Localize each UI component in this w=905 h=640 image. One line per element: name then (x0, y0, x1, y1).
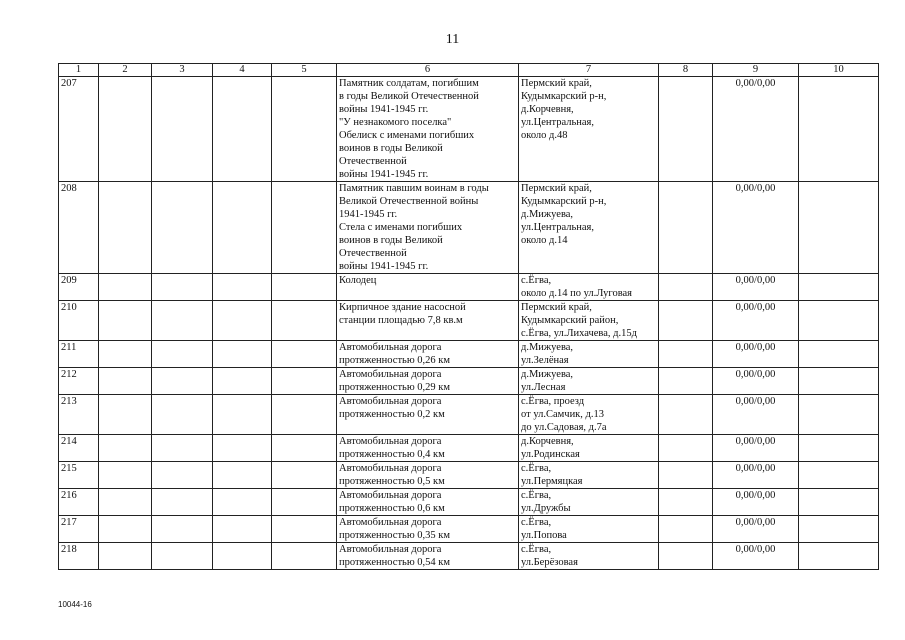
table-row (59, 516, 879, 543)
object-value: 0,00/0,00 (713, 543, 799, 570)
column-header: 6 (337, 64, 519, 77)
cell-col-4 (213, 301, 272, 341)
cell-col-8 (659, 368, 713, 395)
cell-line: протяженностью 0,6 км (339, 503, 445, 514)
page-number: 11 (445, 32, 460, 47)
cell-line: ул.Дружбы (521, 503, 571, 514)
cell-col-4 (213, 368, 272, 395)
cell-line: протяженностью 0,54 км (339, 557, 451, 568)
cell-col-5 (272, 516, 337, 543)
object-address (519, 543, 659, 570)
column-header: 9 (713, 64, 799, 77)
object-address (519, 301, 659, 341)
cell-line: протяженностью 0,5 км (339, 476, 445, 487)
cell-col-4 (213, 462, 272, 489)
cell-line: Автомобильная дорога (339, 490, 442, 501)
column-header: 10 (799, 64, 879, 77)
object-address (519, 489, 659, 516)
cell-line: Обелиск с именами погибших (339, 130, 475, 141)
object-address (519, 462, 659, 489)
cell-line: ул.Центральная, (521, 222, 594, 233)
cell-line: с.Ёгва, (521, 517, 552, 528)
cell-col-4 (213, 182, 272, 274)
cell-col-2 (99, 341, 152, 368)
cell-col-8 (659, 395, 713, 435)
cell-col-4 (213, 516, 272, 543)
column-header: 8 (659, 64, 713, 77)
cell-col-3 (152, 516, 213, 543)
cell-line: ул.Пермяцкая (521, 476, 583, 487)
cell-col-5 (272, 182, 337, 274)
row-number: 214 (59, 435, 99, 462)
cell-col-5 (272, 341, 337, 368)
cell-line: Памятник павшим воинам в годы (339, 183, 489, 194)
cell-col-10 (799, 435, 879, 462)
row-number: 213 (59, 395, 99, 435)
cell-line: Автомобильная дорога (339, 342, 442, 353)
object-address (519, 435, 659, 462)
cell-col-5 (272, 435, 337, 462)
cell-col-10 (799, 395, 879, 435)
table-row (59, 274, 879, 301)
object-name (337, 182, 519, 274)
cell-col-10 (799, 274, 879, 301)
cell-col-8 (659, 489, 713, 516)
cell-col-10 (799, 462, 879, 489)
cell-line: Отечественной (339, 248, 407, 259)
cell-col-5 (272, 77, 337, 182)
registry-table (58, 63, 879, 570)
cell-line: около д.14 (521, 235, 568, 246)
table-row (59, 395, 879, 435)
object-name (337, 368, 519, 395)
cell-col-5 (272, 301, 337, 341)
cell-line: с.Ёгва, ул.Лихачева, д.15д (521, 328, 637, 339)
cell-line: Отечественной (339, 156, 407, 167)
cell-line: в годы Великой Отечественной (339, 91, 479, 102)
object-name (337, 341, 519, 368)
cell-col-3 (152, 462, 213, 489)
cell-line: д.Мижуева, (521, 369, 574, 380)
cell-col-2 (99, 301, 152, 341)
row-number: 208 (59, 182, 99, 274)
cell-line: Кудымкарский район, (521, 315, 619, 326)
table-row (59, 368, 879, 395)
cell-line: ул.Берёзовая (521, 557, 578, 568)
object-address (519, 274, 659, 301)
cell-line: ул.Лесная (521, 382, 566, 393)
cell-line: Кудымкарский р-н, (521, 91, 607, 102)
cell-col-10 (799, 543, 879, 570)
cell-line: ул.Попова (521, 530, 567, 541)
cell-col-10 (799, 301, 879, 341)
cell-col-8 (659, 301, 713, 341)
cell-line: Пермский край, (521, 183, 592, 194)
cell-line: с.Ёгва, проезд (521, 396, 585, 407)
table-row (59, 182, 879, 274)
object-name (337, 77, 519, 182)
cell-col-3 (152, 274, 213, 301)
cell-col-4 (213, 77, 272, 182)
row-number: 215 (59, 462, 99, 489)
cell-line: протяженностью 0,29 км (339, 382, 451, 393)
cell-col-10 (799, 182, 879, 274)
object-value: 0,00/0,00 (713, 341, 799, 368)
column-header: 2 (99, 64, 152, 77)
cell-line: д.Мижуева, (521, 209, 574, 220)
object-value: 0,00/0,00 (713, 301, 799, 341)
cell-col-10 (799, 368, 879, 395)
object-name (337, 395, 519, 435)
cell-col-2 (99, 274, 152, 301)
cell-col-2 (99, 543, 152, 570)
cell-col-4 (213, 341, 272, 368)
object-name (337, 543, 519, 570)
cell-line: протяженностью 0,4 км (339, 449, 445, 460)
cell-col-3 (152, 341, 213, 368)
cell-col-2 (99, 462, 152, 489)
object-address (519, 182, 659, 274)
cell-line: ул.Центральная, (521, 117, 594, 128)
cell-col-8 (659, 543, 713, 570)
cell-line: войны 1941-1945 гг. (339, 169, 429, 180)
cell-line: станции площадью 7,8 кв.м (339, 315, 463, 326)
cell-line: протяженностью 0,2 км (339, 409, 445, 420)
object-value: 0,00/0,00 (713, 462, 799, 489)
cell-col-3 (152, 543, 213, 570)
cell-line: до ул.Садовая, д.7а (521, 422, 607, 433)
cell-col-5 (272, 274, 337, 301)
cell-col-5 (272, 543, 337, 570)
object-value: 0,00/0,00 (713, 368, 799, 395)
cell-line: Великой Отечественной войны (339, 196, 479, 207)
cell-line: Автомобильная дорога (339, 463, 442, 474)
cell-col-3 (152, 77, 213, 182)
cell-col-8 (659, 435, 713, 462)
object-address (519, 77, 659, 182)
cell-col-2 (99, 395, 152, 435)
cell-col-5 (272, 395, 337, 435)
cell-col-2 (99, 516, 152, 543)
cell-col-4 (213, 489, 272, 516)
cell-line: с.Ёгва, (521, 490, 552, 501)
cell-col-8 (659, 77, 713, 182)
row-number: 209 (59, 274, 99, 301)
cell-line: протяженностью 0,26 км (339, 355, 451, 366)
object-address (519, 516, 659, 543)
object-name (337, 274, 519, 301)
object-address (519, 368, 659, 395)
cell-line: ул.Родинская (521, 449, 580, 460)
footer-code: 10044-16 (58, 600, 92, 609)
cell-col-4 (213, 274, 272, 301)
table-row (59, 77, 879, 182)
cell-col-3 (152, 301, 213, 341)
cell-col-10 (799, 341, 879, 368)
cell-line: Автомобильная дорога (339, 369, 442, 380)
cell-col-2 (99, 368, 152, 395)
cell-col-4 (213, 395, 272, 435)
cell-col-2 (99, 77, 152, 182)
cell-col-2 (99, 435, 152, 462)
cell-line: Пермский край, (521, 78, 592, 89)
cell-line: с.Ёгва, (521, 275, 552, 286)
object-value: 0,00/0,00 (713, 395, 799, 435)
object-address (519, 395, 659, 435)
cell-col-5 (272, 368, 337, 395)
object-name (337, 435, 519, 462)
cell-col-4 (213, 435, 272, 462)
object-value: 0,00/0,00 (713, 516, 799, 543)
cell-line: Автомобильная дорога (339, 517, 442, 528)
cell-col-10 (799, 516, 879, 543)
cell-col-8 (659, 341, 713, 368)
object-value: 0,00/0,00 (713, 182, 799, 274)
row-number: 212 (59, 368, 99, 395)
cell-line: воинов в годы Великой (339, 143, 443, 154)
row-number: 211 (59, 341, 99, 368)
cell-col-8 (659, 462, 713, 489)
cell-line: Пермский край, (521, 302, 592, 313)
table-row (59, 489, 879, 516)
cell-line: Автомобильная дорога (339, 544, 442, 555)
object-name (337, 489, 519, 516)
object-value: 0,00/0,00 (713, 274, 799, 301)
object-name (337, 301, 519, 341)
cell-col-8 (659, 182, 713, 274)
table-row (59, 462, 879, 489)
cell-line: д.Корчевня, (521, 104, 574, 115)
row-number: 207 (59, 77, 99, 182)
registry-body (59, 77, 879, 570)
column-header: 5 (272, 64, 337, 77)
table-row (59, 341, 879, 368)
cell-line: д.Корчевня, (521, 436, 574, 447)
table-row (59, 301, 879, 341)
cell-col-2 (99, 182, 152, 274)
cell-col-5 (272, 462, 337, 489)
cell-line: Автомобильная дорога (339, 396, 442, 407)
cell-col-5 (272, 489, 337, 516)
object-value: 0,00/0,00 (713, 77, 799, 182)
object-name (337, 462, 519, 489)
cell-line: Стела с именами погибших (339, 222, 463, 233)
cell-line: от ул.Самчик, д.13 (521, 409, 605, 420)
cell-line: 1941-1945 гг. (339, 209, 398, 220)
cell-line: протяженностью 0,35 км (339, 530, 451, 541)
cell-col-4 (213, 543, 272, 570)
table-row (59, 435, 879, 462)
cell-line: ул.Зелёная (521, 355, 569, 366)
cell-line: Памятник солдатам, погибшим (339, 78, 479, 89)
cell-col-3 (152, 395, 213, 435)
cell-line: Колодец (339, 275, 377, 286)
object-name (337, 516, 519, 543)
object-address (519, 341, 659, 368)
object-value: 0,00/0,00 (713, 435, 799, 462)
column-header: 7 (519, 64, 659, 77)
table-row (59, 543, 879, 570)
cell-line: около д.14 по ул.Луговая (521, 288, 632, 299)
column-header: 3 (152, 64, 213, 77)
cell-col-3 (152, 489, 213, 516)
cell-line: войны 1941-1945 гг. (339, 104, 429, 115)
object-value: 0,00/0,00 (713, 489, 799, 516)
cell-line: войны 1941-1945 гг. (339, 261, 429, 272)
column-header: 1 (59, 64, 99, 77)
cell-line: Кудымкарский р-н, (521, 196, 607, 207)
row-number: 216 (59, 489, 99, 516)
cell-line: с.Ёгва, (521, 544, 552, 555)
cell-line: "У незнакомого поселка" (339, 117, 452, 128)
cell-line: Автомобильная дорога (339, 436, 442, 447)
row-number: 217 (59, 516, 99, 543)
cell-col-10 (799, 77, 879, 182)
cell-col-8 (659, 516, 713, 543)
cell-line: Кирпичное здание насосной (339, 302, 466, 313)
column-header: 4 (213, 64, 272, 77)
cell-col-3 (152, 182, 213, 274)
header-row (59, 64, 879, 77)
cell-line: воинов в годы Великой (339, 235, 443, 246)
cell-col-3 (152, 368, 213, 395)
row-number: 210 (59, 301, 99, 341)
cell-line: с.Ёгва, (521, 463, 552, 474)
row-number: 218 (59, 543, 99, 570)
cell-line: около д.48 (521, 130, 568, 141)
cell-col-3 (152, 435, 213, 462)
cell-col-10 (799, 489, 879, 516)
cell-line: д.Мижуева, (521, 342, 574, 353)
cell-col-2 (99, 489, 152, 516)
cell-col-8 (659, 274, 713, 301)
